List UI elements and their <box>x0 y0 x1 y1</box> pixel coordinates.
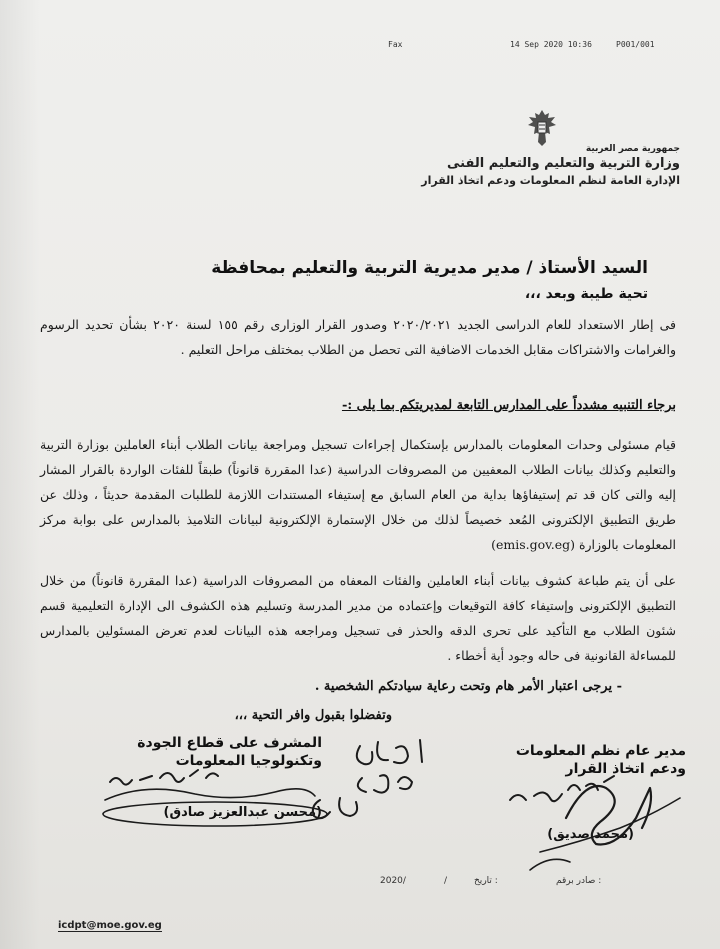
signature-left-name: (محسن عبدالعزيز صادق) <box>163 805 322 820</box>
paragraph-instructions: قيام مسئولى وحدات المعلومات بالمدارس بإستكمال إجراءات تسجيل ومراجعة بيانات الطلاب أبناء العاملين بوزارة التربية والتعليم وكذلك بيانات الطلاب المعفيين من المصروفات الدراسية (عدا المقررة قانوناً) طبقاً للفئات الواردة بالقرار المشار إليه والتى كان قد تم إستيفاؤها بداية من العام السابق مع إستيفاء المستندات اللازمة للطلبات المقدمة حديثاً ، وذلك عن طريق التطبيق الإلكترونى المُعد خصيصاً لذلك من خلال الإستمارة الإلكترونية لبيانات التلاميذ بالمدارس على بوابة مركز المعلومات بالوزارة (emis.gov.eg) <box>40 437 676 552</box>
paragraph-intro: فى إطار الاستعداد للعام الدراسى الجديد ٢٠٢٠/٢٠٢١ وصدور القرار الوزارى رقم ١٥٥ لسنة ٢٠٢٠ بشأن تحديد الرسوم والغرامات والاشتراكات مقابل الخدمات الاضافية التى تحصل من الطلاب بمختلف مراحل التعليم . <box>40 317 677 357</box>
fax-header <box>0 40 720 54</box>
date-label: تاريخ : <box>474 876 498 886</box>
fax-date: 14 Sep 2020 10:36 <box>510 40 592 49</box>
fax-label: Fax <box>388 40 403 49</box>
issued-slash: / <box>444 876 448 886</box>
issued-year: 2020/ <box>380 876 406 886</box>
letterhead-department: الإدارة العامة لنظم المعلومات ودعم اتخاذ القرار <box>421 174 680 187</box>
letterhead-ministry: وزارة التربية والتعليم والتعليم الفنى <box>447 156 680 171</box>
letter-closing: وتفضلوا بقبول وافر التحية ،،، <box>234 708 392 723</box>
signature-left-title2: وتكنولوجيا المعلومات <box>175 753 322 769</box>
signature-left-title1: المشرف على قطاع الجودة <box>137 735 322 751</box>
letterhead-country: جمهورية مصر العربية <box>585 144 680 154</box>
letterhead <box>400 100 700 200</box>
scan-shadow <box>0 0 40 949</box>
issued-label: صادر برقم : <box>556 876 602 886</box>
signature-right-title2: ودعم اتخاذ القرار <box>565 761 686 777</box>
signature-right-name: (محمد صديق) <box>547 827 634 842</box>
signature-left <box>92 734 322 822</box>
signature-right <box>476 742 686 844</box>
bullet-important: - يرجى اعتبار الأمر هام وتحت رعاية سيادتكم الشخصية . <box>314 679 622 694</box>
middle-handwriting <box>313 740 422 818</box>
eagle-emblem-icon <box>525 108 559 148</box>
right-signature-hook <box>530 859 570 870</box>
kindly-note-heading: برجاء التنبيه مشدداً على المدارس التابعة لمديريتكم بما يلى :- <box>341 398 676 413</box>
letter-greeting: تحية طيبة وبعد ،،، <box>524 286 648 302</box>
contact-email: icdpt@moe.gov.eg <box>58 920 162 931</box>
paragraph-printing: على أن يتم طباعة كشوف بيانات أبناء العاملين والفئات المعفاه من المصروفات الدراسية (عدا المقررة قانوناً) من خلال التطبيق الإلكترونى وإستيفاء كافة التوقيعات وإعتماده من مدير المدرسة وتسليم هذه الكشوف الى الإدارة التعليمية قسم شئون الطلاب مع التأكيد على تحرى الدقه والحذر فى تسجيل ومراجعه هذه البيانات لعدم تعرض المسئولين بالمدارس للمساءلة القانونية فى حاله وجود أية أخطاء . <box>40 573 676 663</box>
signature-right-title1: مدير عام نظم المعلومات <box>515 743 686 759</box>
letter-salutation: السيد الأستاذ / مدير مديرية التربية والتعليم بمحافظة <box>211 258 648 278</box>
fax-page: P001/001 <box>616 40 655 49</box>
